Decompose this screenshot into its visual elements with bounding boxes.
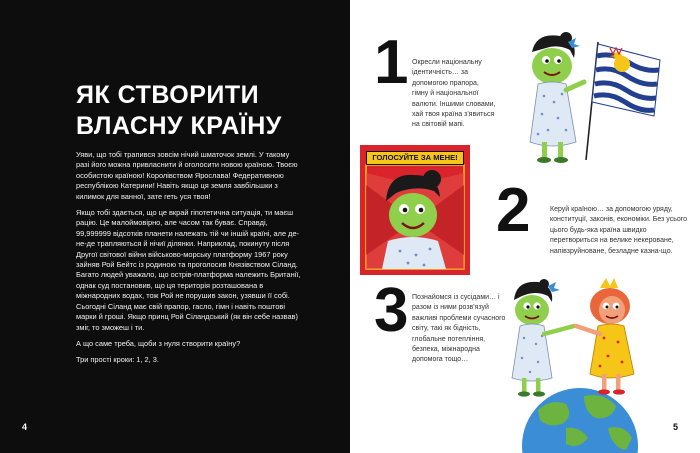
step-3-text: Познайомся із сусідами… і разом із ними розв'язуй важливі проблеми сучасного світу, такі як бідність, глобальне потепління, безпека, міжнародна допомога тощо… [412, 294, 506, 364]
step-1-text: Окресли національну ідентичність… за допомогою прапора, гімну й національної валюти. Іншими словами, хай твоя країна з'явиться на світовій мапі. [412, 59, 496, 129]
title-line-1: ЯК СТВОРИТИ [76, 81, 260, 109]
paragraph: Якщо тобі здається, що це вкрай гіпотетична ситуація, ти маєш рацію. Це малоймовірно, але часом так буває. Справді, 99,999999 відсотків планети належать тій чи іншій країні, але де-не-де трапляються й нічиї ділянки. Наприклад, покинуту після Другої світової війни військово-морську платформу 1967 року зайняв Рой Бейтс із родиною та проголосив Князівством Сіланд. Багато людей уважало, що острів-платформа належить Британії, однак суд постановив, що ця територія розташована в міжнародних водах, тож Рой не порушив закон, узявши її собі. Сьогодні Сіланд має свій прапор, гасло, гімн і навіть поштові марки й гроші. Якщо принц Рой Сіландський (як він себе назвав) зміг, то зможеш і ти. [76, 208, 301, 332]
page-number-right: 5 [672, 422, 678, 432]
flag-icon [592, 44, 660, 116]
title-line-2: ВЛАСНУ КРАЇНУ [76, 112, 282, 140]
step-3-number: 3 [374, 276, 409, 345]
step-1-number: 1 [374, 28, 409, 97]
body-text [76, 150, 304, 372]
poster-label: ГОЛОСУЙТЕ ЗА МЕНЕ! [366, 151, 464, 165]
paragraph: А що саме треба, щоби з нуля створити країну? [76, 338, 241, 348]
page-number-left: 4 [22, 422, 28, 432]
paragraph: Уяви, що тобі трапився зовсім нічий шматочок землі. У такому разі його можна привласнити й оголосити новою країною. Твоєю особистою країною! Королівством Ярослава! Федеративною республікою Катерини! Навіть якщо ця земля завбільшки з килимок для ванної, зате геть уся твоя! [76, 150, 298, 201]
characters-on-globe-illustration [508, 278, 658, 453]
page-title [76, 80, 282, 142]
right-page [350, 0, 700, 453]
step-2-number: 2 [496, 176, 531, 245]
crown-icon [600, 278, 618, 288]
character-with-flag-illustration [518, 30, 668, 165]
step-2-text: Керуй країною… за допомогою уряду, конституції, законів, економіки. Без усього цього будь-яка країна швидко перетвориться на велике некероване, напівзруйноване, безладне казна-що. [550, 206, 688, 255]
globe-icon [522, 388, 638, 453]
paragraph: Три прості кроки: 1, 2, 3. [76, 355, 159, 365]
